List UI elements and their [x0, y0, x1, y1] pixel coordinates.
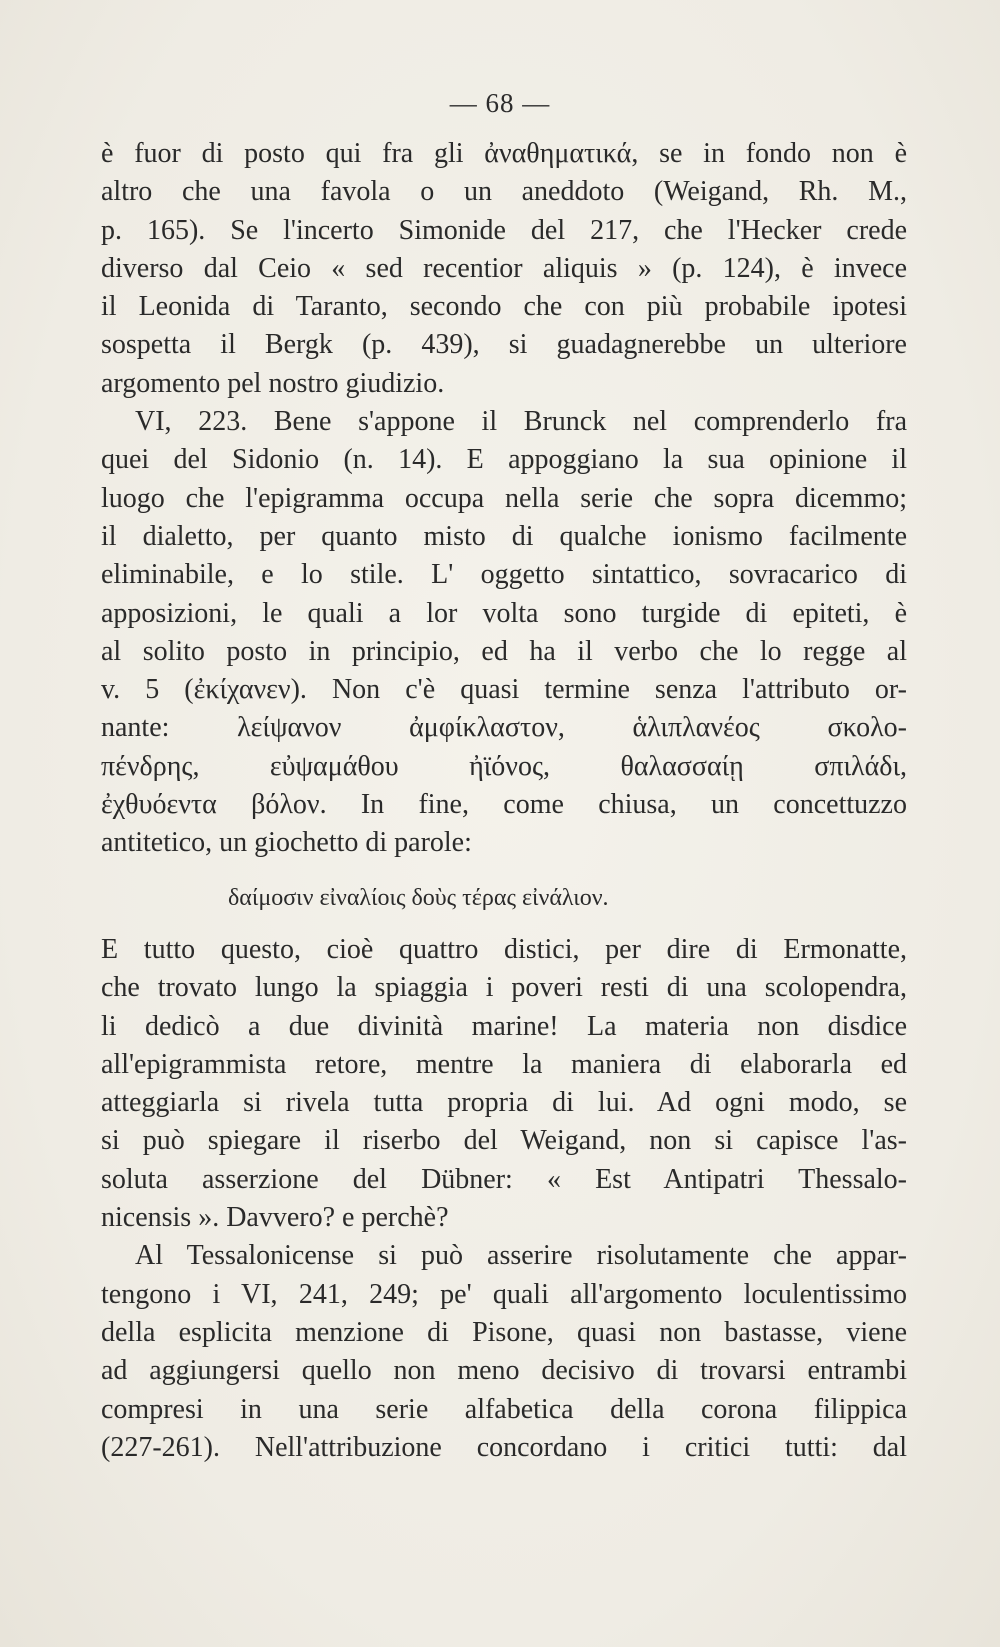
text-line: è fuor di posto qui fra gli ἀναθηματικά, se in fondo non è [101, 138, 907, 169]
verse-line: δαίμοσιν εἰναλίοις δοὺς τέρας εἰνάλιον. [228, 884, 609, 911]
page-number: — 68 — [449, 88, 551, 118]
text-line: che trovato lungo la spiaggia i poveri resti di una scolopendra, [101, 972, 907, 1004]
body-text [101, 135, 907, 1467]
text-line: tengono i VI, 241, 249; pe' quali all'argomento loculentissimo [101, 1278, 907, 1310]
text-line: eliminabile, e lo stile. L' oggetto sintattico, sovracarico di [101, 559, 907, 591]
text-line: al solito posto in principio, ed ha il verbo che lo regge al [101, 635, 907, 667]
text-line: li dedicò a due divinità marine! La materia non disdice [101, 1010, 907, 1042]
text-line: all'epigrammista retore, mentre la maniera di elaborarla ed [101, 1048, 907, 1080]
text-line: VI, 223. Bene s'appone il Brunck nel comprenderlo fra [135, 406, 907, 438]
text-line: nante: λείψανον ἀμφίκλαστον, ἁλιπλανέος σκολο- [101, 712, 907, 744]
text-line: ἐχθυόεντα βόλον. In fine, come chiusa, un concettuzzo [101, 789, 907, 821]
text-line: si può spiegare il riserbo del Weigand, non si capisce l'as- [101, 1125, 907, 1157]
text-line: altro che una favola o un aneddoto (Weigand, Rh. M., [101, 176, 907, 208]
text-line: (227-261). Nell'attribuzione concordano i critici tutti: dal [101, 1431, 907, 1463]
text-line: diverso dal Ceio « sed recentior aliquis » (p. 124), è invece [101, 252, 907, 284]
text-line: argomento pel nostro giudizio. [101, 367, 445, 399]
text-line: atteggiarla si rivela tutta propria di lui. Ad ogni modo, se [101, 1087, 907, 1119]
text-line: luogo che l'epigramma occupa nella serie che sopra dicemmo; [101, 482, 907, 514]
text-line: il Leonida di Taranto, secondo che con più probabile ipotesi [101, 291, 907, 323]
text-line: p. 165). Se l'incerto Simonide del 217, che l'Hecker crede [101, 214, 907, 246]
text-line: πένδρης, εὐψαμάθου ἠϊόνος, θαλασσαίῃ σπιλάδι, [101, 750, 907, 782]
text-line: nicensis ». Davvero? e perchè? [101, 1202, 449, 1234]
text-line: soluta asserzione del Dübner: « Est Antipatri Thessalo- [101, 1163, 907, 1195]
text-line: E tutto questo, cioè quattro distici, per dire di Ermonatte, [101, 933, 907, 965]
text-line: quei del Sidonio (n. 14). E appoggiano la sua opinione il [101, 444, 907, 476]
text-line: apposizioni, le quali a lor volta sono turgide di epiteti, è [101, 597, 907, 629]
text-line: Al Tessalonicense si può asserire risolutamente che appar- [135, 1240, 907, 1272]
text-line: antitetico, un giochetto di parole: [101, 827, 472, 859]
text-line: ad aggiungersi quello non meno decisivo di trovarsi entrambi [101, 1355, 907, 1387]
text-line: sospetta il Bergk (p. 439), si guadagnerebbe un ulteriore [101, 329, 907, 361]
text-line: della esplicita menzione di Pisone, quasi non bastasse, viene [101, 1316, 907, 1348]
text-line: v. 5 (ἐκίχανεν). Non c'è quasi termine senza l'attributo or- [101, 674, 907, 706]
text-line: il dialetto, per quanto misto di qualche ionismo facilmente [101, 520, 907, 552]
text-line: compresi in una serie alfabetica della corona filippica [101, 1393, 907, 1425]
